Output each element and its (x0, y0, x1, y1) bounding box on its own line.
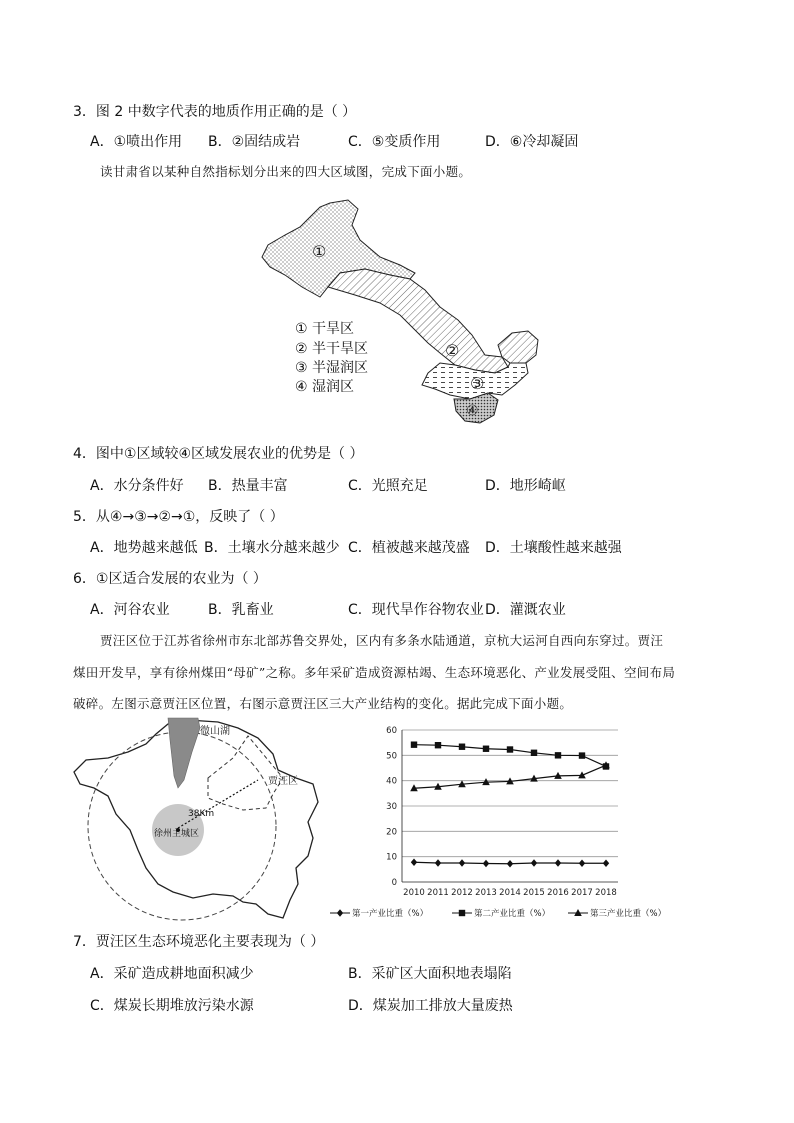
q4-option-b[interactable]: B．热量丰富 (208, 478, 288, 494)
series-2-point (435, 742, 441, 748)
legend-arid: ① 干旱区 (295, 321, 355, 337)
legend-semiarid: ② 半干旱区 (295, 341, 369, 357)
q3-option-b[interactable]: B．②固结成岩 (208, 134, 301, 150)
series-1-point (483, 860, 489, 868)
q6-option-b[interactable]: B．乳畜业 (208, 602, 274, 618)
x-tick-label: 2017 (571, 888, 593, 898)
series-line-3 (414, 765, 606, 788)
q7-option-b[interactable]: B．采矿区大面积地表塌陷 (348, 966, 512, 982)
distance-label: 38Km (188, 809, 215, 819)
q6-stem: 6．①区适合发展的农业为（ ） (73, 571, 267, 587)
q7-stem: 7．贾汪区生态环境恶化主要表现为（ ） (73, 934, 325, 950)
q4-stem: 4．图中①区域较④区域发展农业的优势是（ ） (73, 446, 364, 462)
region-mark-4: ④ (466, 403, 479, 419)
q4-option-d[interactable]: D．地形崎岖 (485, 478, 566, 494)
y-tick-label: 0 (391, 878, 397, 888)
series-2-point (483, 746, 489, 752)
q5-stem: 5．从④→③→②→①，反映了（ ） (73, 509, 284, 525)
y-tick-label: 10 (386, 852, 397, 863)
jiawang-intro-line-3: 破碎。左图示意贾汪区位置，右图示意贾汪区三大产业结构的变化。据此完成下面小题。 (73, 696, 573, 711)
legend-label-3: 第三产业比重（%） (590, 909, 667, 919)
y-tick-label: 20 (386, 827, 397, 838)
q3-stem: 3．图 2 中数字代表的地质作用正确的是（ ） (73, 104, 357, 120)
region-mark-1: ① (312, 242, 327, 261)
q3-option-c[interactable]: C．⑤变质作用 (348, 134, 441, 150)
industry-structure-chart (352, 720, 690, 928)
series-2-point (459, 744, 465, 750)
city-label: 徐州主城区 (154, 829, 200, 839)
q5-option-b[interactable]: B．土壤水分越来越少 (204, 540, 340, 556)
series-1-point (411, 858, 417, 866)
x-tick-label: 2011 (427, 888, 449, 898)
series-2-point (507, 746, 513, 752)
series-1-point (531, 859, 537, 867)
x-tick-label: 2018 (595, 888, 617, 898)
legend-label-1: 第一产业比重（%） (352, 909, 429, 919)
series-1-point (603, 859, 609, 867)
series-2-point (531, 750, 537, 756)
q7-option-c[interactable]: C．煤炭长期堆放污染水源 (90, 998, 254, 1014)
gansu-intro: 读甘肃省以某种自然指标划分出来的四大区域图，完成下面小题。 (100, 164, 472, 179)
series-1-point (579, 859, 585, 867)
region-2-semiarid (328, 269, 508, 373)
series-2-point (411, 741, 417, 747)
x-tick-label: 2016 (547, 888, 569, 898)
series-1-point (435, 859, 441, 867)
legend-marker-2 (459, 910, 465, 916)
jiawang-intro-line-2: 煤田开发早，享有徐州煤田“母矿”之称。多年采矿造成资源枯竭、生态环境恶化、产业发展受阻、空间布局 (73, 665, 676, 680)
legend-label-2: 第二产业比重（%） (474, 909, 551, 919)
q4-option-c[interactable]: C．光照充足 (348, 478, 428, 494)
q6-option-d[interactable]: D．灌溉农业 (485, 602, 566, 618)
y-tick-label: 60 (386, 726, 397, 736)
x-tick-label: 2014 (499, 888, 521, 898)
x-tick-label: 2012 (451, 888, 473, 898)
q4-option-a[interactable]: A．水分条件好 (90, 478, 184, 494)
q7-option-d[interactable]: D．煤炭加工排放大量废热 (348, 998, 513, 1014)
q6-option-a[interactable]: A．河谷农业 (90, 602, 170, 618)
legend-semihumid: ③ 半湿润区 (295, 360, 369, 376)
series-2-point (555, 752, 561, 758)
region-2-east (498, 331, 538, 363)
x-tick-label: 2010 (403, 888, 425, 898)
region-mark-3: ③ (470, 374, 485, 393)
q5-option-c[interactable]: C．植被越来越茂盛 (348, 540, 470, 556)
q5-option-a[interactable]: A．地势越来越低 (90, 540, 198, 556)
series-2-point (579, 752, 585, 758)
series-1-point (507, 860, 513, 868)
y-tick-label: 50 (386, 751, 397, 762)
q3-option-d[interactable]: D．⑥冷却凝固 (485, 134, 579, 150)
y-tick-label: 40 (386, 776, 397, 787)
q5-option-d[interactable]: D．土壤酸性越来越强 (485, 540, 622, 556)
gansu-region-map (240, 195, 560, 430)
x-tick-label: 2015 (523, 888, 545, 898)
y-tick-label: 30 (386, 802, 397, 812)
region-mark-2: ② (445, 341, 460, 360)
q6-option-c[interactable]: C．现代旱作谷物农业 (348, 602, 484, 618)
lake-label: 微山湖 (200, 726, 230, 737)
q3-option-a[interactable]: A．①喷出作用 (90, 134, 183, 150)
jiawang-intro-line-1: 贾汪区位于江苏省徐州市东北部苏鲁交界处，区内有多条水陆通道，京杭大运河自西向东穿过。贾汪 (100, 633, 664, 648)
legend-humid: ④ 湿润区 (295, 379, 355, 395)
q7-option-a[interactable]: A．采矿造成耕地面积减少 (90, 966, 254, 982)
district-label: 贾汪区 (268, 776, 298, 787)
series-1-point (459, 859, 465, 867)
x-tick-label: 2013 (475, 888, 497, 898)
series-1-point (555, 859, 561, 867)
jiawang-location-map (68, 718, 348, 928)
